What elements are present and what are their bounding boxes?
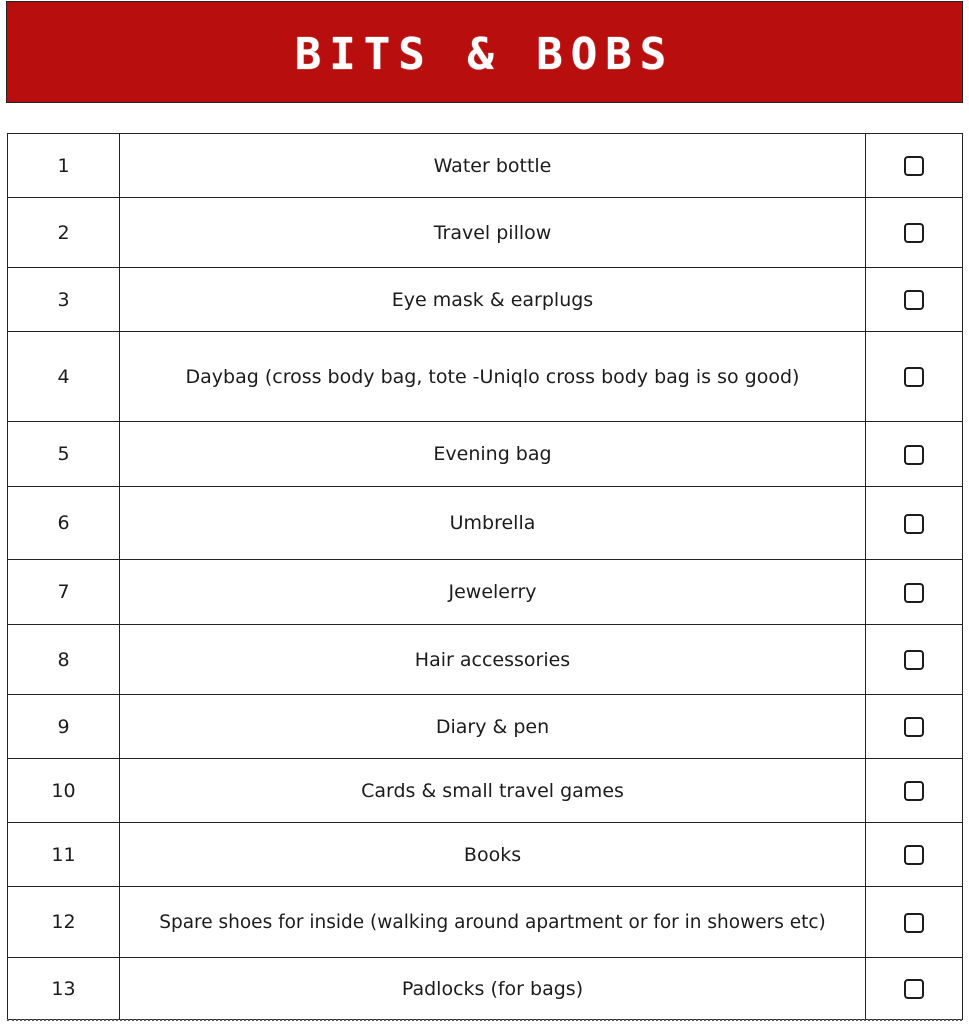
checkbox-empty-icon[interactable] bbox=[904, 223, 924, 243]
table-row bbox=[8, 134, 963, 198]
checkbox-empty-icon[interactable] bbox=[904, 650, 924, 670]
checkbox-cell[interactable] bbox=[866, 332, 963, 422]
table-row bbox=[8, 422, 963, 487]
checkbox-cell[interactable] bbox=[866, 560, 963, 625]
checkbox-cell[interactable] bbox=[866, 422, 963, 487]
checkbox-empty-icon[interactable] bbox=[904, 781, 924, 801]
item-number: 1 bbox=[8, 134, 120, 198]
checkbox-cell[interactable] bbox=[866, 958, 963, 1020]
table-row bbox=[8, 625, 963, 695]
table-row bbox=[8, 887, 963, 958]
item-label: Umbrella bbox=[120, 487, 866, 560]
item-label: Water bottle bbox=[120, 134, 866, 198]
table-row bbox=[8, 268, 963, 332]
checkbox-cell[interactable] bbox=[866, 198, 963, 268]
table-row bbox=[8, 695, 963, 759]
checkbox-cell[interactable] bbox=[866, 759, 963, 823]
item-label: Spare shoes for inside (walking around apartment or for in showers etc) bbox=[120, 887, 866, 958]
checkbox-empty-icon[interactable] bbox=[904, 445, 924, 465]
checkbox-cell[interactable] bbox=[866, 695, 963, 759]
item-number: 13 bbox=[8, 958, 120, 1020]
checkbox-empty-icon[interactable] bbox=[904, 290, 924, 310]
item-number: 9 bbox=[8, 695, 120, 759]
item-label: Books bbox=[120, 823, 866, 887]
item-number: 8 bbox=[8, 625, 120, 695]
table-row bbox=[8, 332, 963, 422]
checklist-table bbox=[7, 133, 963, 1020]
checkbox-empty-icon[interactable] bbox=[904, 156, 924, 176]
checkbox-cell[interactable] bbox=[866, 268, 963, 332]
item-number: 2 bbox=[8, 198, 120, 268]
item-number: 3 bbox=[8, 268, 120, 332]
table-row bbox=[8, 958, 963, 1020]
item-label: Diary & pen bbox=[120, 695, 866, 759]
item-label: Padlocks (for bags) bbox=[120, 958, 866, 1020]
checkbox-empty-icon[interactable] bbox=[904, 979, 924, 999]
checkbox-cell[interactable] bbox=[866, 134, 963, 198]
checkbox-cell[interactable] bbox=[866, 823, 963, 887]
checkbox-empty-icon[interactable] bbox=[904, 583, 924, 603]
table-row bbox=[8, 823, 963, 887]
item-number: 12 bbox=[8, 887, 120, 958]
checkbox-empty-icon[interactable] bbox=[904, 514, 924, 534]
checkbox-empty-icon[interactable] bbox=[904, 845, 924, 865]
item-number: 5 bbox=[8, 422, 120, 487]
item-label: Cards & small travel games bbox=[120, 759, 866, 823]
item-number: 4 bbox=[8, 332, 120, 422]
item-label: Eye mask & earplugs bbox=[120, 268, 866, 332]
item-number: 7 bbox=[8, 560, 120, 625]
table-row bbox=[8, 198, 963, 268]
checkbox-cell[interactable] bbox=[866, 887, 963, 958]
item-label: Daybag (cross body bag, tote -Uniqlo cross body bag is so good) bbox=[120, 332, 866, 422]
title-banner bbox=[6, 1, 963, 103]
item-label: Jewelerry bbox=[120, 560, 866, 625]
item-label: Travel pillow bbox=[120, 198, 866, 268]
table-row bbox=[8, 560, 963, 625]
item-number: 11 bbox=[8, 823, 120, 887]
item-number: 10 bbox=[8, 759, 120, 823]
item-label: Evening bag bbox=[120, 422, 866, 487]
item-label: Hair accessories bbox=[120, 625, 866, 695]
checkbox-cell[interactable] bbox=[866, 487, 963, 560]
checkbox-empty-icon[interactable] bbox=[904, 913, 924, 933]
checkbox-empty-icon[interactable] bbox=[904, 367, 924, 387]
table-row bbox=[8, 487, 963, 560]
checkbox-cell[interactable] bbox=[866, 625, 963, 695]
item-number: 6 bbox=[8, 487, 120, 560]
checkbox-empty-icon[interactable] bbox=[904, 717, 924, 737]
page-title: BITS & BOBS bbox=[294, 28, 675, 80]
page-cut-divider bbox=[7, 1019, 962, 1021]
table-row bbox=[8, 759, 963, 823]
